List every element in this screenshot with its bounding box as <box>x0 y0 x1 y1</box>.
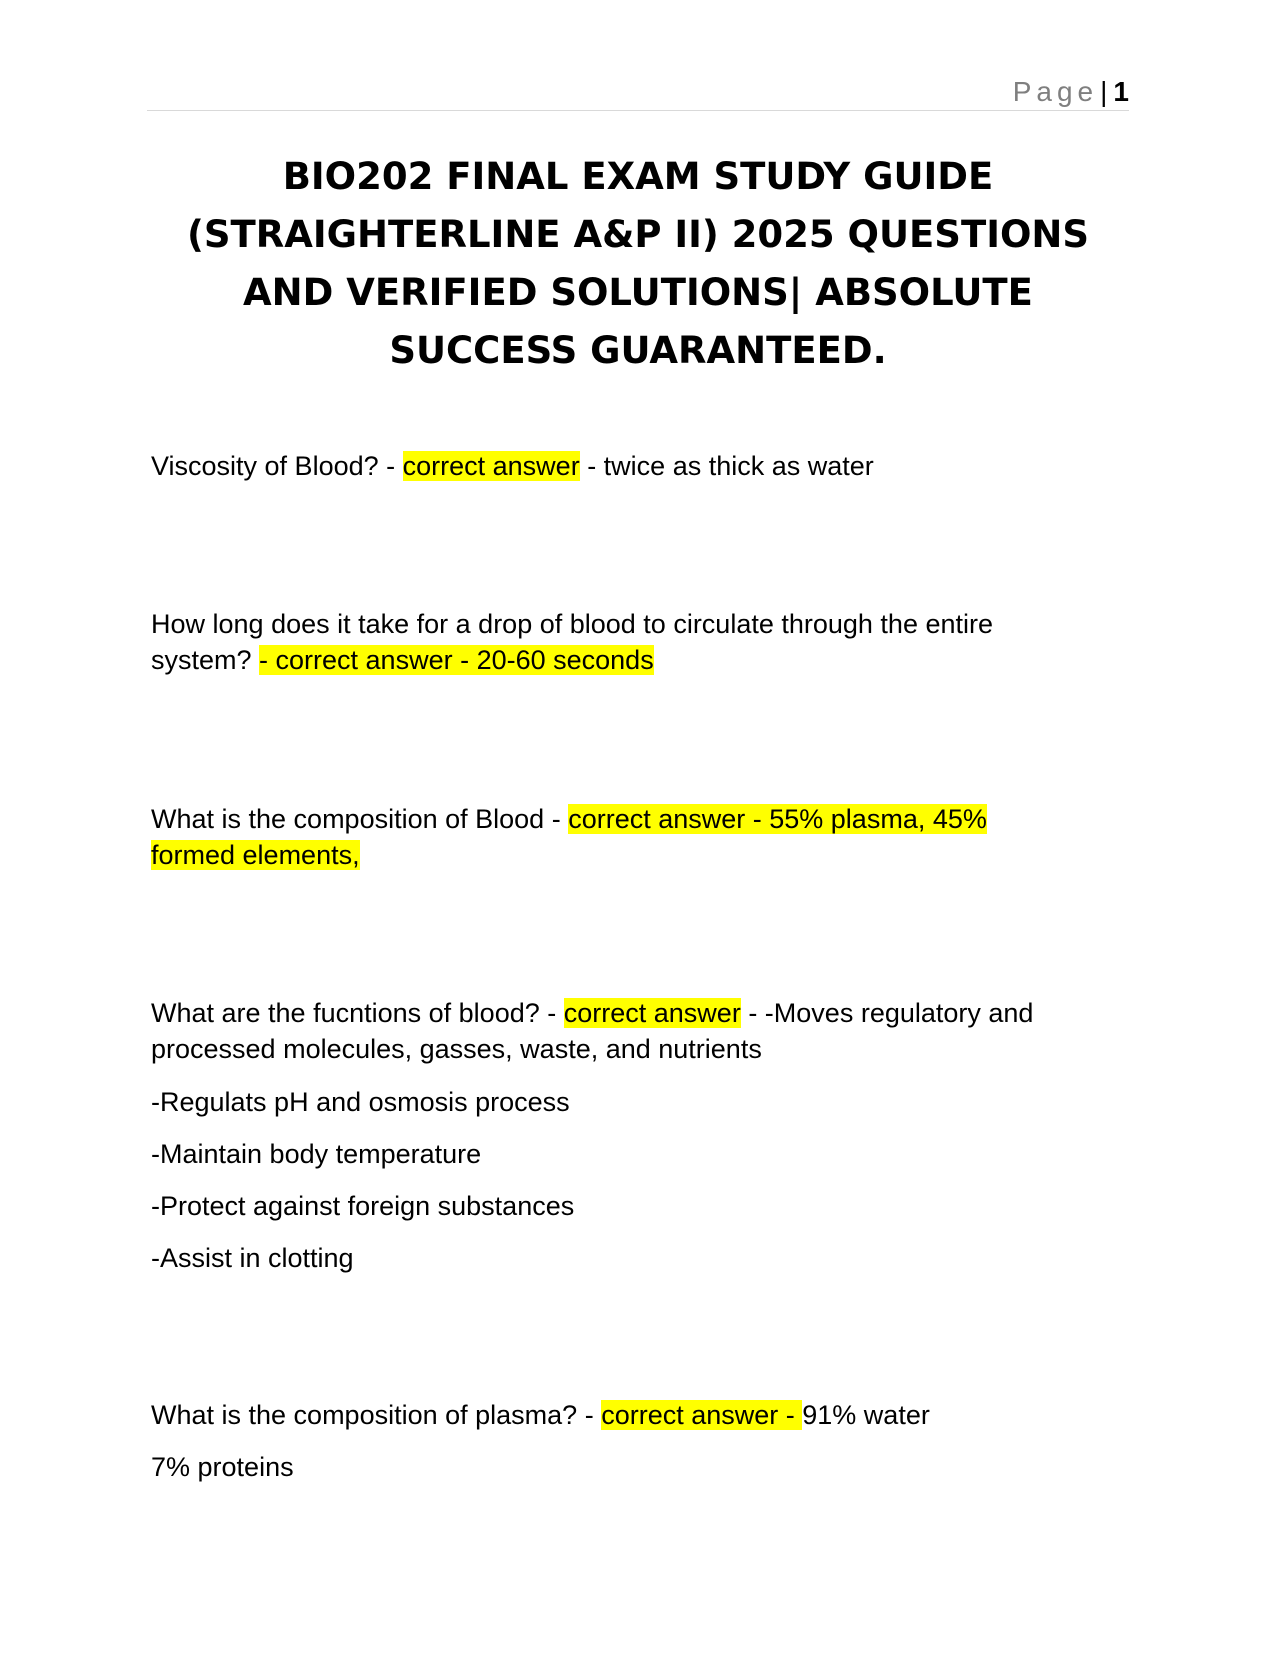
answer-highlight: correct answer - 55% plasma, 45% <box>568 804 987 834</box>
function-list-item: -Protect against foreign substances <box>151 1191 575 1221</box>
function-list-item: -Regulats pH and osmosis process <box>151 1087 570 1117</box>
question-text: How long does it take for a drop of blood to circulate through the entire <box>151 609 994 639</box>
answer-text: - twice as thick as water <box>579 451 874 481</box>
function-list-item: -Assist in clotting <box>151 1243 354 1273</box>
function-list-item: -Maintain body temperature <box>151 1139 482 1169</box>
answer-highlight: - correct answer - 20-60 seconds <box>259 645 654 675</box>
question-text: What are the fucntions of blood? - <box>151 998 564 1028</box>
question-line <box>151 995 1121 1031</box>
answer-text-continued: processed molecules, gasses, waste, and nutrients <box>151 1034 762 1064</box>
answer-text: 91% water <box>802 1400 930 1430</box>
qa-item-circulation <box>151 606 1121 678</box>
question-text: What is the composition of Blood - <box>151 804 569 834</box>
question-line <box>151 801 1121 837</box>
answer-highlight-continued: formed elements, <box>151 840 360 870</box>
answer-marker: correct answer - <box>601 1400 803 1430</box>
page-number: 1 <box>1113 76 1129 107</box>
title-line: AND VERIFIED SOLUTIONS| ABSOLUTE <box>243 271 1033 314</box>
page-label: Page <box>1012 76 1099 107</box>
qa-item-viscosity <box>151 448 1121 484</box>
document-title <box>147 148 1129 380</box>
plasma-list-item: 7% proteins <box>151 1452 294 1482</box>
title-line: (STRAIGHTERLINE A&P II) 2025 QUESTIONS <box>186 213 1090 256</box>
title-line: SUCCESS GUARANTEED. <box>389 329 887 372</box>
qa-item-blood-functions <box>151 995 1121 1067</box>
answer-line <box>151 837 1121 873</box>
qa-item-blood-composition <box>151 801 1121 873</box>
header-divider <box>147 110 1129 111</box>
title-line: BIO202 FINAL EXAM STUDY GUIDE <box>282 155 994 198</box>
answer-marker: correct answer <box>402 451 580 481</box>
question-text-end: system? <box>151 645 260 675</box>
question-text-continued <box>151 642 1121 678</box>
page-header <box>147 72 1129 112</box>
qa-item-plasma-composition <box>151 1397 1121 1433</box>
page-separator: | <box>1100 76 1108 107</box>
question-text: Viscosity of Blood? - <box>151 451 403 481</box>
answer-marker: correct answer <box>563 998 741 1028</box>
question-text: What is the composition of plasma? - <box>151 1400 602 1430</box>
answer-text: - -Moves regulatory and <box>740 998 1034 1028</box>
